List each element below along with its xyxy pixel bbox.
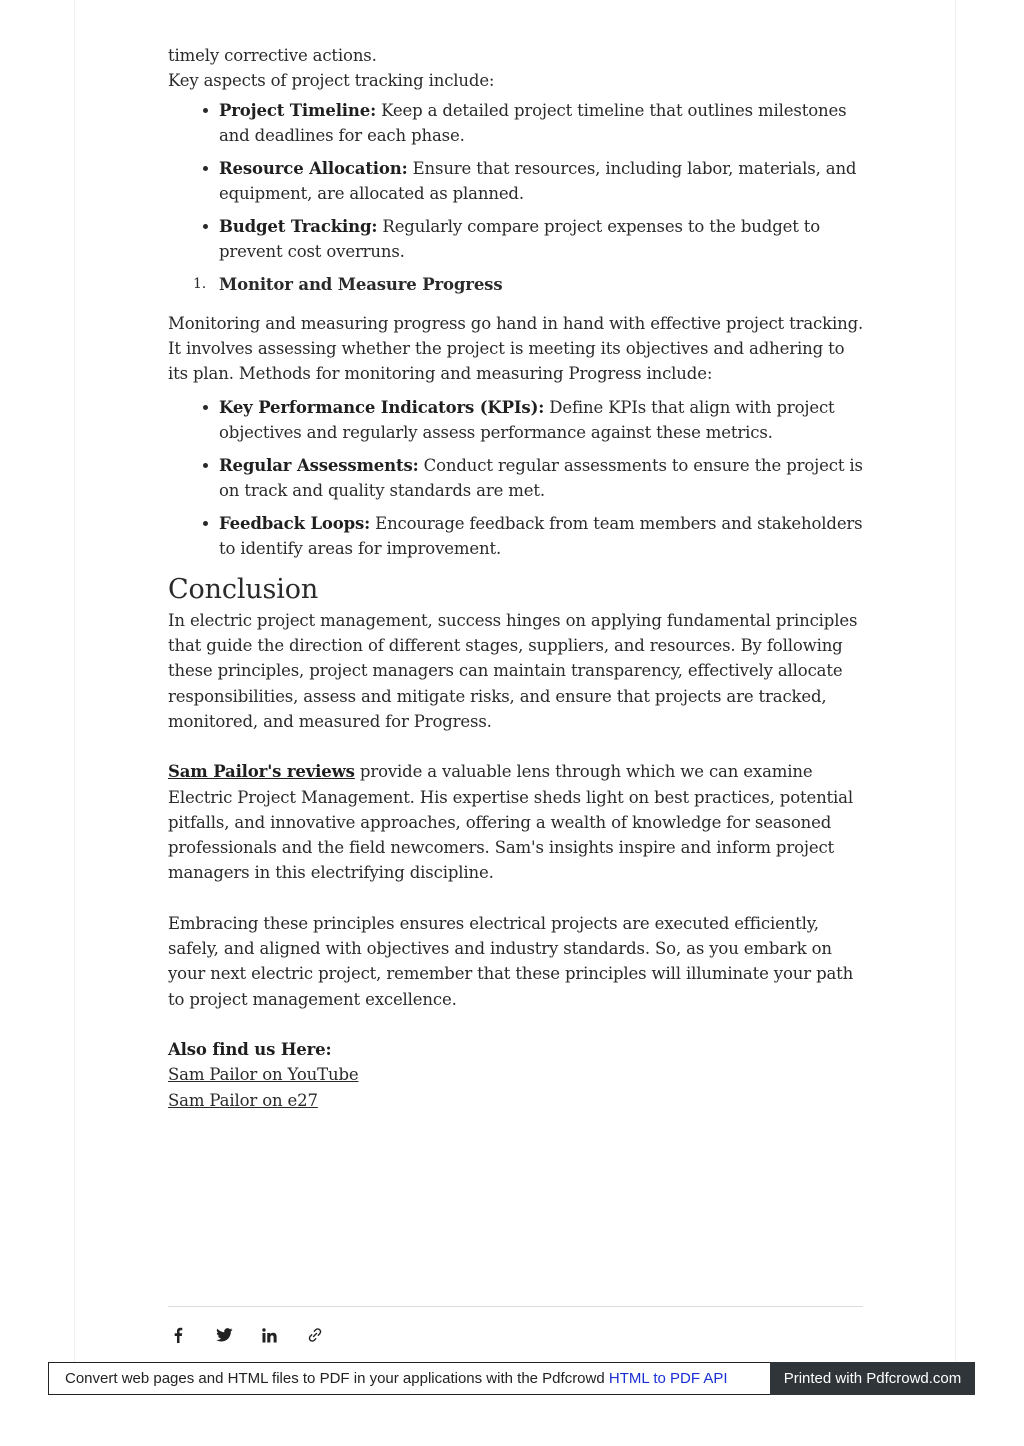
pdfcrowd-promo: Convert web pages and HTML files to PDF in your applications with the Pdfcrowd HTML to PDF API — [48, 1362, 786, 1395]
monitoring-paragraph: Monitoring and measuring progress go hand in hand with effective project tracking. It involves assessing whether the project is meeting its objectives and adhering to its plan. Methods for monitoring and measuring Progress include: — [168, 313, 864, 384]
link-icon[interactable] — [305, 1324, 325, 1346]
intro-tail: timely corrective actions. — [168, 46, 377, 65]
step-number: 1. — [193, 276, 207, 293]
linkedin-icon[interactable] — [259, 1324, 279, 1346]
conclusion-paragraph-1: In electric project management, success hinges on applying fundamental principles that guide the direction of different stages, suppliers, and resources. By following these principles, project managers can maintain transparency, effectively allocate responsibilities, assess and mitigate risks, and ensure that projects are tracked, monitored, and measured for Progress. — [168, 610, 858, 731]
reviews-link[interactable]: Sam Pailor's reviews — [168, 762, 355, 782]
tracking-lead: Key aspects of project tracking include: — [168, 71, 495, 91]
divider — [168, 1306, 863, 1307]
conclusion-paragraph-2: Sam Pailor's reviews provide a valuable lens through which we can examine Electric Project Management. His expertise sheds light on best practices, potential pitfalls, and innovative approaches, offering a wealth of knowledge for seasoned professionals and the field newcomers. Sam's insights inspire and inform project managers in this electrifying discipline. — [168, 762, 853, 883]
html-to-pdf-api-link[interactable]: HTML to PDF API — [608, 1370, 728, 1387]
article-body — [168, 40, 868, 1113]
list-item: Resource Allocation: Ensure that resources, including labor, materials, and equipment, are allocated as planned. — [219, 156, 868, 207]
facebook-icon[interactable] — [168, 1324, 188, 1346]
list-item: Feedback Loops: Encourage feedback from team members and stakeholders to identify areas for improvement. — [219, 511, 868, 562]
youtube-link[interactable]: Sam Pailor on YouTube — [168, 1065, 359, 1085]
find-us-links — [168, 1062, 868, 1087]
conclusion-paragraph-3: Embracing these principles ensures electrical projects are executed efficiently, safely, and aligned with objectives and industry standards. So, as you embark on your next electric project, remember that these principles will illuminate your path to project management excellence. — [168, 913, 854, 1009]
twitter-icon[interactable] — [214, 1324, 234, 1346]
printed-with-label[interactable]: Printed with Pdfcrowd.com — [770, 1362, 975, 1395]
e27-link[interactable]: Sam Pailor on e27 — [168, 1090, 318, 1110]
step-title: Monitor and Measure Progress — [219, 275, 503, 295]
list-item: Regular Assessments: Conduct regular assessments to ensure the project is on track and quality standards are met. — [219, 453, 868, 504]
conclusion-heading: Conclusion — [168, 573, 319, 605]
list-item: Budget Tracking: Regularly compare project expenses to the budget to prevent cost overruns. — [219, 214, 868, 265]
steps-list — [168, 272, 868, 297]
tracking-list — [168, 98, 868, 265]
step-item — [193, 272, 868, 297]
list-item: Key Performance Indicators (KPIs): Define KPIs that align with project objectives and regularly assess performance against these metrics. — [219, 395, 868, 446]
list-item: Project Timeline: Keep a detailed project timeline that outlines milestones and deadlines for each phase. — [219, 98, 868, 149]
find-us-label: Also find us Here: — [168, 1039, 332, 1059]
monitoring-list — [168, 395, 868, 562]
pdfcrowd-banner — [48, 1362, 975, 1395]
